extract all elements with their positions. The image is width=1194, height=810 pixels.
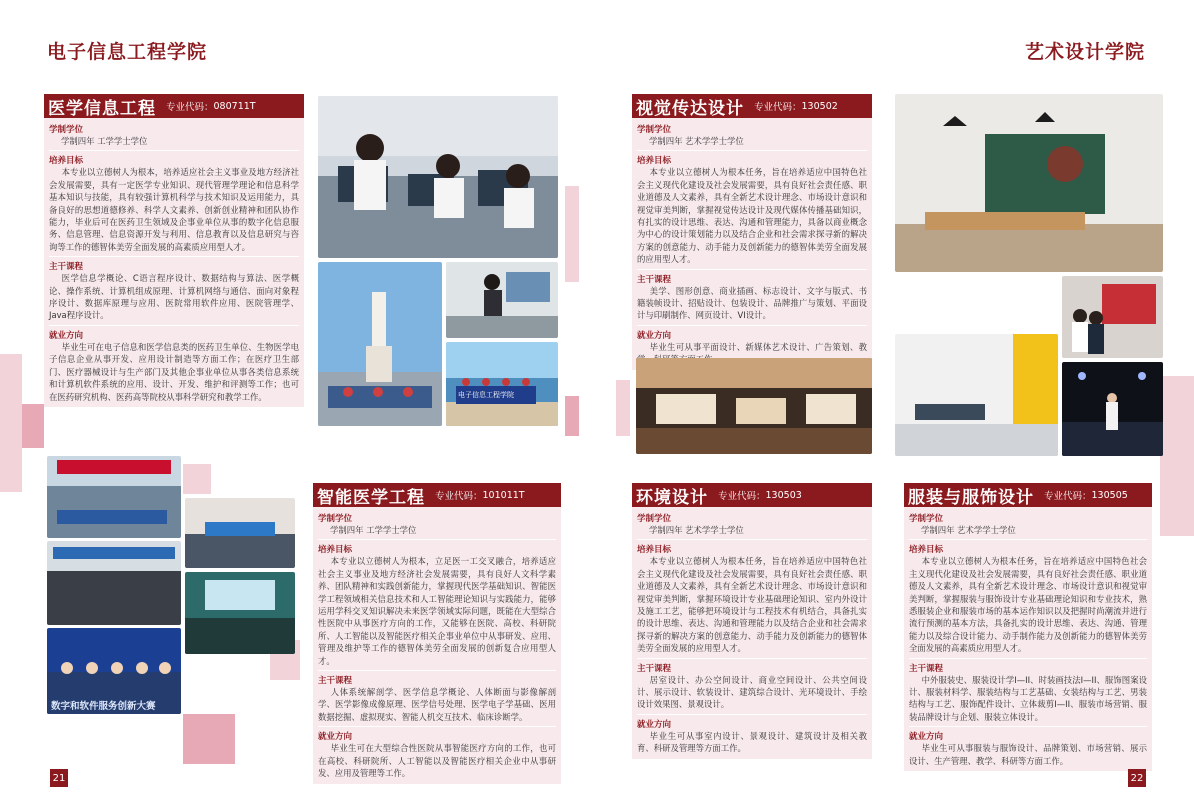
divider [637, 150, 867, 151]
degree-title: 学制学位 [637, 514, 672, 524]
major-code-label: 专业代码： [754, 102, 802, 113]
goal-text: 本专业以立德树人为根本任务，旨在培养适应中国特色社会主义现代化建设及社会发展需要，具有良好社会责任感、职业道德及人文素养，具有全新艺术设计理念、市场设计意识和视觉审美判断，掌握视觉传达设计及现代媒体传播基础知识，有扎实的设计思维、表达、沟通和管理能力，具备以商业概念为中心的设计策划能力以及结合企业和社会需求探寻新的解决方案的创意能力、动手能力及创新能力的德智体美劳全面发展的应用型人才。 [637, 167, 867, 265]
major-card-env [632, 483, 872, 759]
jobs-title: 就业方向 [318, 732, 353, 743]
photo-tower [318, 262, 442, 426]
deco-block [0, 354, 22, 492]
deco-block [183, 714, 235, 764]
photo-beach-group [446, 342, 558, 426]
major-card-med-info [44, 94, 304, 407]
goal-title: 培养目标 [318, 545, 353, 556]
major-header [313, 483, 561, 507]
divider [49, 256, 299, 257]
major-code: 130505 [1091, 489, 1128, 501]
jobs-title: 就业方向 [637, 719, 672, 730]
degree-text: 学制四年 艺术学学士学位 [921, 525, 1016, 535]
major-body [632, 118, 872, 370]
divider [49, 150, 299, 151]
major-name: 服装与服饰设计 [908, 487, 1034, 508]
college-title-left: 电子信息工程学院 [47, 41, 208, 63]
major-body [904, 507, 1152, 771]
degree-text: 学制四年 工学学士学位 [330, 525, 417, 535]
jobs-text: 毕业生可在电子信息和医学信息类的医药卫生单位、生物医学电子信息企业从事开发、应用设计制造等方面工作；在医疗卫生部门、医疗器械设计与生产部门及其他企事业单位从事各类信息系统和计算机软件系统的应用、设计、开发、维护和评测等工作；也可在医药研究机构、医药高等院校从事科学研究和教学工作。 [49, 341, 299, 402]
photo-lab-teacher [446, 262, 558, 338]
courses-text: 中外服装史、服装设计学I—II、时装画技法I—II、服饰图案设计、服装材料学、服装结构与工艺基础、女装结构与工艺、男装结构与工艺、服饰配件设计、立体裁剪I—II、服装市场营销、服装品牌设计与企划、服装立体设计。 [909, 674, 1147, 722]
major-header [632, 483, 872, 507]
courses-text: 医学信息学概论、C语言程序设计、数据结构与算法、医学概论、操作系统、计算机组成原理、计算机网络与通信、面向对象程序设计、数据库原理与应用、医院常用软件应用、医院管理学、Java程序设计。 [49, 273, 299, 321]
major-code: 101011T [482, 489, 525, 501]
divider [637, 658, 867, 659]
deco-block [1160, 376, 1194, 536]
degree-text: 学制四年 艺术学学士学位 [649, 136, 744, 146]
photo-lecture-hall [185, 572, 295, 654]
major-name: 环境设计 [636, 487, 708, 508]
courses-text: 居室设计、办公空间设计、商业空间设计、公共空间设计、展示设计、软装设计、建筑综合设计、光环境设计、手绘设计效果图、景观设计。 [637, 674, 867, 710]
photo-fashion-show [1062, 362, 1163, 456]
degree-title: 学制学位 [637, 125, 672, 135]
major-code-label: 专业代码： [718, 491, 766, 502]
major-code-label: 专业代码： [166, 102, 214, 113]
degree-title: 学制学位 [49, 125, 84, 135]
divider [318, 539, 556, 540]
major-code: 130503 [765, 489, 802, 501]
photo-classroom-lamps [895, 94, 1163, 272]
major-body [44, 118, 304, 407]
jobs-title: 就业方向 [909, 732, 944, 743]
photo-computer-lab [318, 96, 558, 258]
divider [637, 269, 867, 270]
photo-event-booth [1062, 276, 1163, 358]
courses-text: 美学、图形创意、商业插画、标志设计、文字与版式、书籍装帧设计、招贴设计、包装设计、品牌推广与策划、平面设计与印刷制作、网页设计、VI设计。 [637, 285, 867, 321]
goal-text: 本专业以立德树人为根本，立足医一工交叉融合，培养适应社会主义事业及地方经济社会发展需要，具有良好人文科学素养、团队精神和实践创新能力，掌握现代医学基础知识、智能医学工程领域相关信息技术和人工智能理论知识与实践能力，能够运用学科交叉知识解决未来医学领域实际问题，既能在大型综合性医院中从事医疗方向的工作，又能够在医院、高校、科研院所、人工智能以及智能医疗相关企事业单位中从事研发、应用、管理及维护等工作的德智体美劳全面发展的创新复合应用型人才。 [318, 556, 556, 666]
deco-block [565, 186, 579, 282]
college-title-right: 艺术设计学院 [1025, 41, 1146, 63]
major-card-smart-med [313, 483, 561, 784]
divider [637, 539, 867, 540]
courses-title: 主干课程 [637, 274, 672, 285]
major-code-label: 专业代码： [435, 491, 483, 502]
divider [909, 539, 1147, 540]
major-name: 视觉传达设计 [636, 98, 744, 119]
photo-award-stage [47, 628, 181, 714]
major-name: 智能医学工程 [317, 487, 425, 508]
degree-text: 学制四年 艺术学学士学位 [649, 525, 744, 535]
photo-yellow-room [895, 334, 1058, 456]
major-body [313, 507, 561, 784]
goal-text: 本专业以立德树人为根本任务，旨在培养适应中国特色社会主义现代化建设及社会发展需要，具有良好社会责任感、职业道德及人文素养，具有全新艺术设计理念、市场设计意识和视觉审美判断，掌握服装与服饰设计专业基础理论知识和专业技术，熟悉服装企业和服装市场的基本运作知识以及把握时尚潮流并进行流行预测的基本方法，具备扎实的设计思维、表达、沟通、管理能力以及综合设计能力、动手制作能力及创新能力的德智体美劳全面发展的高素质应用型人才。 [909, 556, 1147, 654]
major-header [904, 483, 1152, 507]
goal-title: 培养目标 [49, 156, 84, 167]
major-card-visual [632, 94, 872, 370]
goal-title: 培养目标 [637, 545, 672, 556]
deco-block [183, 464, 211, 494]
major-name: 医学信息工程 [48, 98, 156, 119]
photo-design-studio [636, 358, 872, 454]
major-code: 080711T [213, 100, 256, 112]
jobs-text: 毕业生可从事室内设计、景观设计、建筑设计及相关教育、科研及管理等方面工作。 [637, 730, 867, 754]
deco-block [22, 404, 44, 448]
divider [909, 726, 1147, 727]
courses-text: 人体系统解剖学、医学信息学概论、人体断面与影像解剖学、医学影像成像原理、医学信号处理、医学电子学基础、医用数据挖掘、虚拟现实、智能人机交互技术、临床诊断学。 [318, 687, 556, 722]
divider [909, 658, 1147, 659]
photo-group-2 [185, 498, 295, 568]
major-header [632, 94, 872, 118]
photo-banner-text: 数字和软件服务创新大赛 [51, 701, 156, 712]
courses-title: 主干课程 [909, 663, 944, 674]
goal-title: 培养目标 [637, 156, 672, 167]
divider [637, 714, 867, 715]
page-number-left: 21 [50, 769, 68, 787]
goal-title: 培养目标 [909, 545, 944, 556]
degree-title: 学制学位 [318, 514, 353, 524]
major-header [44, 94, 304, 118]
jobs-text: 毕业生可在大型综合性医院从事智能医疗方向的工作，也可在高校、科研院所、人工智能以及智能医疗相关企业中从事研发、应用及管理等工作。 [318, 743, 556, 779]
jobs-text: 毕业生可从事平面设计、新媒体艺术设计、广告策划、教 [649, 341, 867, 352]
goal-text: 本专业以立德树人为根本任务，旨在培养适应中国特色社会主义现代化建设及社会发展需要，具有良好社会责任感、职业道德及人文素养，具有全新艺术设计理念、市场设计意识和视觉审美判断，掌握环境设计专业基础理论知识、室内外设计及施工工艺，能够把环境设计与工程技术有机结合，具备扎实的设计思维、表达、沟通和管理能力以及结合企业和社会需求探寻新的解决方案的创意能力、动手能力及创新能力的德智体美劳全面发展的应用型人才。 [637, 556, 867, 654]
goal-text: 本专业以立德树人为根本，培养适应社会主义事业及地方经济社会发展需要，具有一定医学专业知识、现代管理学理论和信息科学基本知识与技能，具有较强计算机科学与技术知识及运用能力，具备良好的思想道德修养、科学人文素养、创新创业精神和团队协作能力，毕业后可在医药卫生领域及企事业单位从事的数字化信息服务、信息管理、信息资源开发与利用、信息教育以及信息研究与咨询等工作的德智体美劳全面发展的高素质应用型人才。 [49, 167, 299, 252]
courses-title: 主干课程 [637, 663, 672, 674]
jobs-text: 毕业生可从事服装与服饰设计、品牌策划、市场营销、展示设计、生产管理、教学、科研等方面工作。 [909, 743, 1147, 766]
deco-block [565, 396, 579, 436]
deco-block [616, 380, 630, 436]
courses-title: 主干课程 [49, 262, 84, 273]
photo-group-1 [47, 541, 181, 625]
divider [318, 726, 556, 727]
photo-sign-text: 电子信息工程学院 [458, 391, 514, 399]
degree-text: 学制四年 工学学士学位 [61, 136, 148, 146]
courses-title: 主干课程 [318, 676, 353, 687]
degree-title: 学制学位 [909, 514, 944, 524]
divider [318, 670, 556, 671]
major-card-fashion [904, 483, 1152, 771]
major-code-label: 专业代码： [1044, 491, 1092, 502]
major-body [632, 507, 872, 759]
page-number-right: 22 [1128, 769, 1146, 787]
jobs-title: 就业方向 [49, 330, 84, 341]
divider [49, 325, 299, 326]
jobs-title: 就业方向 [637, 330, 672, 341]
divider [637, 325, 867, 326]
photo-hospital [47, 456, 181, 538]
major-code: 130502 [801, 100, 838, 112]
